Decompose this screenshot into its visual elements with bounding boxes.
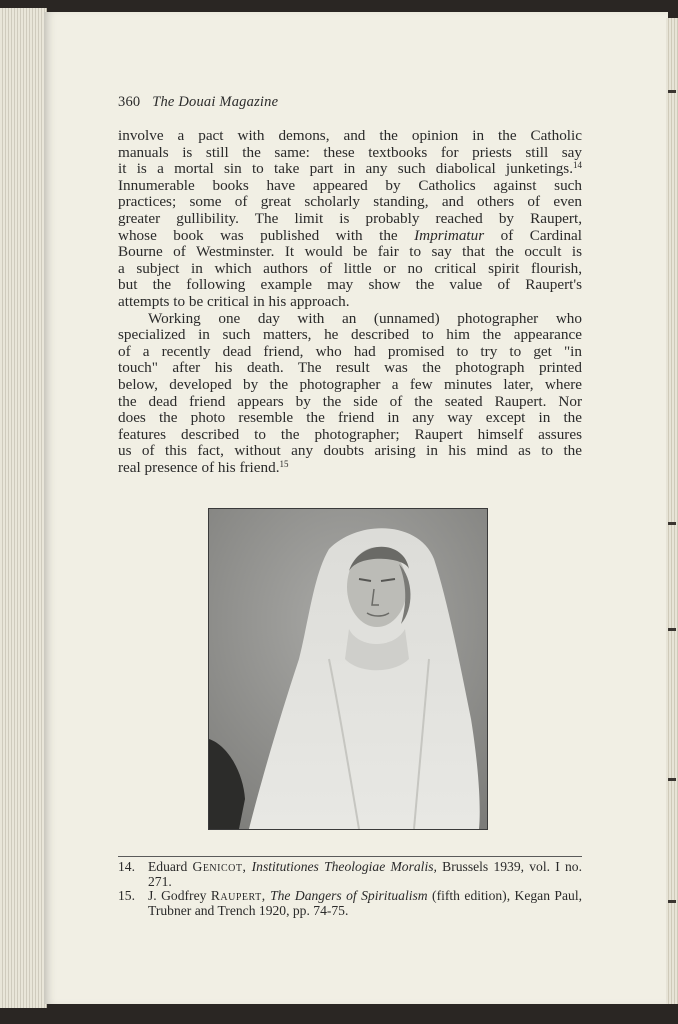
text-line: it is a mortal sin to take part in any such diabolical junketings.$^{14}$ xyxy=(118,160,582,178)
footnote-ref-14: 14 xyxy=(573,160,582,171)
running-head xyxy=(118,94,278,111)
body-text xyxy=(118,128,582,476)
text-line: touch" after his death. The result was the photograph printed xyxy=(118,359,582,377)
text-line: us of this fact, without any doubts arising in his mind as to the xyxy=(118,442,582,460)
text-line: but the following example may show the value of Raupert's xyxy=(118,276,582,294)
footnote-14: 14. Eduard Genicot, Institutiones Theologiae Moralis, Brussels 1939, vol. I no. 271. xyxy=(118,859,582,889)
book-page-edges-right xyxy=(666,18,678,1004)
footnote-number: 14. xyxy=(118,859,135,874)
text-line: attempts to be critical in his approach. xyxy=(118,292,350,310)
text-line: practices; some of great scholarly standing, and others of even xyxy=(118,193,582,211)
paragraph-1 xyxy=(118,128,582,311)
journal-title: The Douai Magazine xyxy=(152,94,279,110)
footnote-ref-15: 15 xyxy=(279,458,289,469)
text-line: involve a pact with demons, and the opinion in the Catholic xyxy=(118,127,582,144)
footnote-15: 15. J. Godfrey Raupert, The Dangers of Spiritualism (fifth edition), Kegan Paul, Trubner and Trench 1920, pp. 74-75. xyxy=(118,888,582,918)
text-line: does the photo resemble the friend in any way except in the xyxy=(118,409,582,427)
text-line: real presence of his friend.$^{15}$ xyxy=(118,458,289,476)
text-line: below, developed by the photographer a few minutes later, where xyxy=(118,375,582,393)
text-line: specialized in such matters, he described to him the appearance xyxy=(118,326,582,344)
spirit-photograph xyxy=(208,508,488,830)
book-page-edges-left xyxy=(0,8,47,1008)
footnotes xyxy=(118,860,582,918)
text-line: a subject in which authors of little or no critical spirit flourish, xyxy=(118,259,582,277)
imprimatur-term: Imprimatur xyxy=(414,226,485,244)
text-line: Bourne of Westminster. It would be fair to say that the occult is xyxy=(118,243,582,261)
text-line: of a recently dead friend, who had promised to try to get "in xyxy=(118,342,582,360)
text-line: features described to the photographer; Raupert himself assures xyxy=(118,425,582,443)
paragraph-2 xyxy=(118,311,582,477)
photograph-figure-illustration xyxy=(209,509,487,829)
text-line: whose book was published with the Imprimatur of Cardinal xyxy=(118,226,582,244)
text-line: Innumerable books have appeared by Catholics against such xyxy=(118,176,582,194)
footnote-number: 15. xyxy=(118,888,135,904)
footnote-rule xyxy=(118,856,582,857)
text-line: manuals is still the same: these textbooks for priests still say xyxy=(118,143,582,161)
text-line: Working one day with an (unnamed) photographer who xyxy=(148,309,582,327)
text-line: the dead friend appears by the side of the seated Raupert. Nor xyxy=(118,392,582,410)
page-number: 360 xyxy=(118,94,141,110)
text-line: greater gullibility. The limit is probably reached by Raupert, xyxy=(118,209,582,227)
